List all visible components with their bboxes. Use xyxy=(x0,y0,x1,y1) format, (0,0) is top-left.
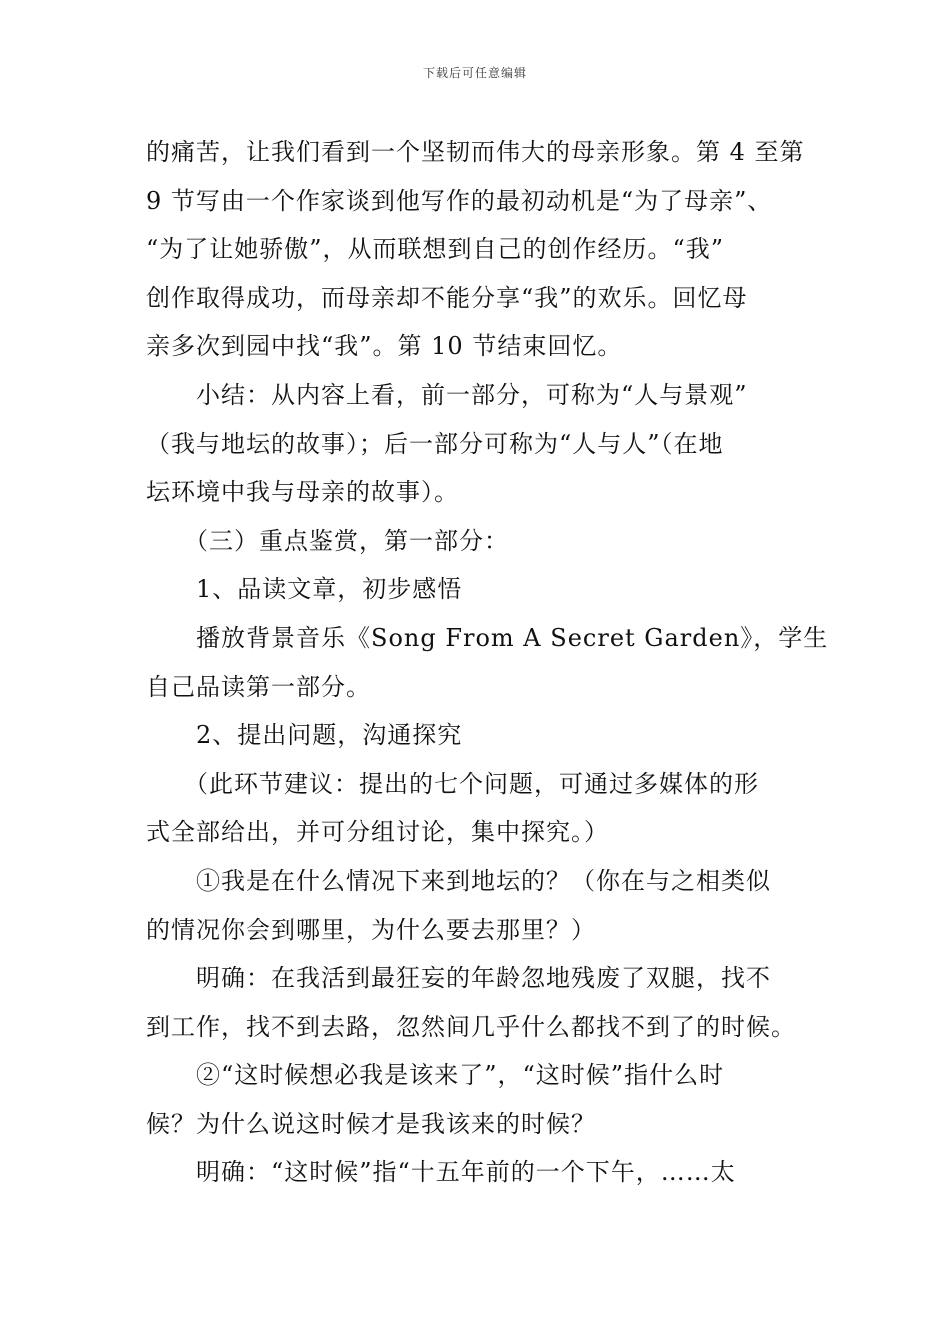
text-line: 自己品读第一部分。 xyxy=(146,672,371,701)
summary-line: 小结：从内容上看，前一部分，可称为“人与景观” xyxy=(196,380,748,409)
document-body xyxy=(146,128,829,1197)
text-line: 的痛苦，让我们看到一个坚韧而伟大的母亲形象。第 4 至第 xyxy=(146,138,805,166)
question-line: ②“这时候想必我是该来了”，“这时候”指什么时 xyxy=(196,1061,725,1090)
text-line: 坛环境中我与母亲的故事）。 xyxy=(146,478,459,507)
question-line: ①我是在什么情况下来到地坛的？（你在与之相类似 xyxy=(196,866,771,895)
text-line: 创作取得成功，而母亲却不能分享“我”的欢乐。回忆母 xyxy=(146,283,748,312)
text-line: （此环节建议：提出的七个问题，可通过多媒体的形 xyxy=(184,769,759,798)
text-line: 式全部给出，并可分组讨论，集中探究。） xyxy=(146,818,609,847)
answer-line: 明确：“这时候”指“十五年前的一个下午，……太 xyxy=(196,1158,736,1187)
subsection-heading: 1、品读文章，初步感悟 xyxy=(196,575,463,604)
section-heading: （三）重点鉴赏，第一部分： xyxy=(184,526,509,555)
text-line: “为了让她骄傲”，从而联想到自己的创作经历。“我” xyxy=(146,235,725,264)
answer-line: 明确：在我活到最狂妄的年龄忽地残废了双腿，找不 xyxy=(196,964,771,993)
text-line: 到工作，找不到去路，忽然间几乎什么都找不到了的时候。 xyxy=(146,1012,796,1041)
text-line: 播放背景音乐《Song From A Secret Garden》，学生 xyxy=(196,623,829,652)
page-header: 下载后可任意编辑 xyxy=(422,66,527,80)
text-line: （我与地坛的故事）；后一部分可称为“人与人”（在地 xyxy=(146,429,724,458)
text-line: 亲多次到园中找“我”。第 10 节结束回忆。 xyxy=(146,332,623,361)
text-line: 候？为什么说这时候才是我该来的时候？ xyxy=(146,1109,596,1138)
subsection-heading: 2、提出问题，沟通探究 xyxy=(196,721,463,750)
text-line: 9 节写由一个作家谈到他写作的最初动机是“为了母亲”、 xyxy=(146,186,773,215)
text-line: 的情况你会到哪里，为什么要去那里？） xyxy=(146,915,596,944)
